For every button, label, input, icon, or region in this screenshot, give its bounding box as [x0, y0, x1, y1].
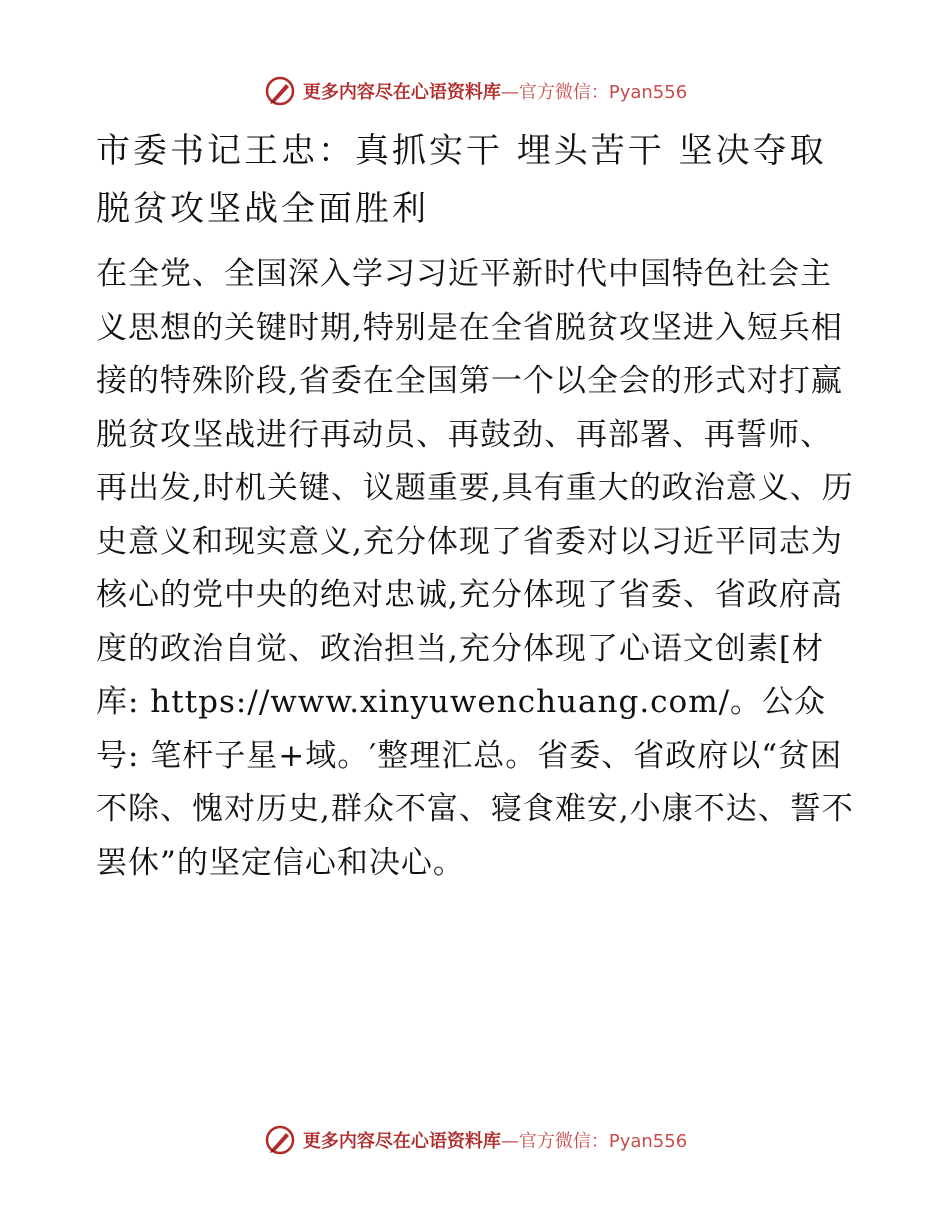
- watermark-text: 更多内容尽在心语资料库: [302, 82, 501, 103]
- document-body: 在全党、全国深入学习习近平新时代中国特色社会主义思想的关键时期,特别是在全省脱贫攻坚进入短兵相接的特殊阶段,省委在全国第一个以全会的形式对打赢脱贫攻坚战进行再动员、再鼓劲、再部署、再誓师、再出发,时机关键、议题重要,具有重大的政治意义、历史意义和现实意义,充分体现了省委对以习近平同志为核心的党中央的绝对忠诚,充分体现了省委、省政府高度的政治自觉、政治担当,充分体现了心语文创素[材库: https://www.xinyuwenchuang.com/。公众号: 笔杆子星+域。′整理汇总。省委、省政府以“贫困不除、愧对历史,群众不富、寝食难安,小康不达、誓不罢休”的坚定信心和决心。: [96, 256, 854, 881]
- pen-logo-icon: [263, 1123, 297, 1157]
- watermark-contact: —官方微信：Pyan556: [500, 1131, 688, 1152]
- watermark-footer: [0, 1120, 950, 1160]
- watermark-header: [0, 71, 950, 111]
- watermark-text: 更多内容尽在心语资料库: [302, 1131, 501, 1152]
- pen-logo-icon: [263, 74, 297, 108]
- watermark-contact: —官方微信：Pyan556: [500, 82, 688, 103]
- document-title: 市委书记王忠：真抓实干 埋头苦干 坚决夺取脱贫攻坚战全面胜利: [96, 131, 827, 229]
